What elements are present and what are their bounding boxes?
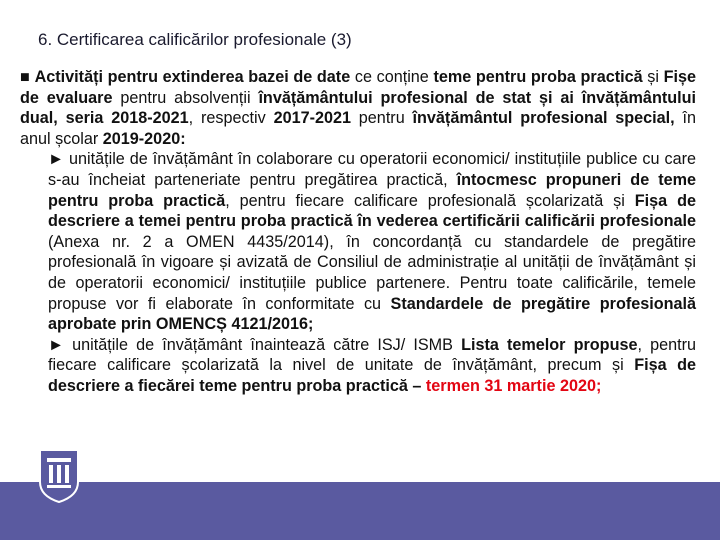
slide-body: [20, 67, 696, 397]
text-bold: Fișe de evaluare: [20, 68, 697, 107]
paragraph-submission: [20, 335, 696, 397]
text: pentru: [350, 109, 413, 128]
paragraph-activities: [20, 67, 696, 149]
text: pentru absolvenții: [112, 88, 259, 107]
text-bold: Standardele de pregătire profesională aprobate prin OMENCȘ 4121/2016;: [48, 294, 697, 334]
slide-title: 6. Certificarea calificărilor profesionale (3): [38, 30, 352, 49]
text: unitățile de învățământ în colaborare cu operatorii economici/ instituțiile publice cu care s-au încheiat parteneriate pentru pregătirea practică,: [48, 150, 696, 189]
text: ce conține: [350, 68, 434, 86]
paragraph-proposals: [20, 149, 696, 334]
text: și: [642, 68, 664, 86]
ministry-logo-icon: [38, 448, 80, 504]
text-bold: Fișa de descriere a fiecărei teme pentru proba practică –: [48, 356, 696, 395]
text-bold: 2017-2021: [273, 109, 351, 128]
text-bold: întocmesc propuneri de teme pentru proba practică: [48, 170, 696, 210]
bullet-icon: ■: [20, 68, 30, 86]
text: unitățile de învățământ înaintează către ISJ/ ISMB: [64, 335, 462, 354]
text: (Anexa nr. 2 a OMEN 4435/2014), în concordanță cu standardele de pregătire profesională în vigoare și avizată de Consiliul de administrație al unității de învățământ și de operatorii economici/ instituțiile publice partenere. Pentru toate calificările, temele propuse vor fi elaborate în conformitate cu: [48, 232, 696, 313]
text: , respectiv: [188, 109, 274, 128]
text: în anul școlar: [20, 109, 696, 148]
arrow-icon: ►: [48, 150, 65, 169]
text-bold: teme pentru proba practică: [433, 68, 643, 86]
text-bold: învățământului profesional de stat și ai învățământului dual, seria 2018-2021: [20, 88, 696, 128]
text-bold: 2019-2020:: [102, 129, 186, 148]
arrow-icon: ►: [48, 335, 65, 354]
deadline-text: termen 31 martie 2020;: [421, 376, 602, 395]
text: , pentru fiecare calificare școlarizată la nivel de unitate de învățământ, precum și: [48, 335, 696, 375]
footer-band: [0, 482, 720, 540]
text-bold: Lista temelor propuse: [461, 335, 638, 354]
text-bold: învățământul profesional special,: [412, 109, 675, 128]
text-bold: Fișa de descriere a temei pentru proba practică în vederea certificării calificării profesionale: [48, 191, 696, 231]
text-bold: Activități pentru extinderea bazei de date: [34, 68, 351, 86]
text: , pentru fiecare calificare profesională școlarizată și: [225, 191, 635, 210]
